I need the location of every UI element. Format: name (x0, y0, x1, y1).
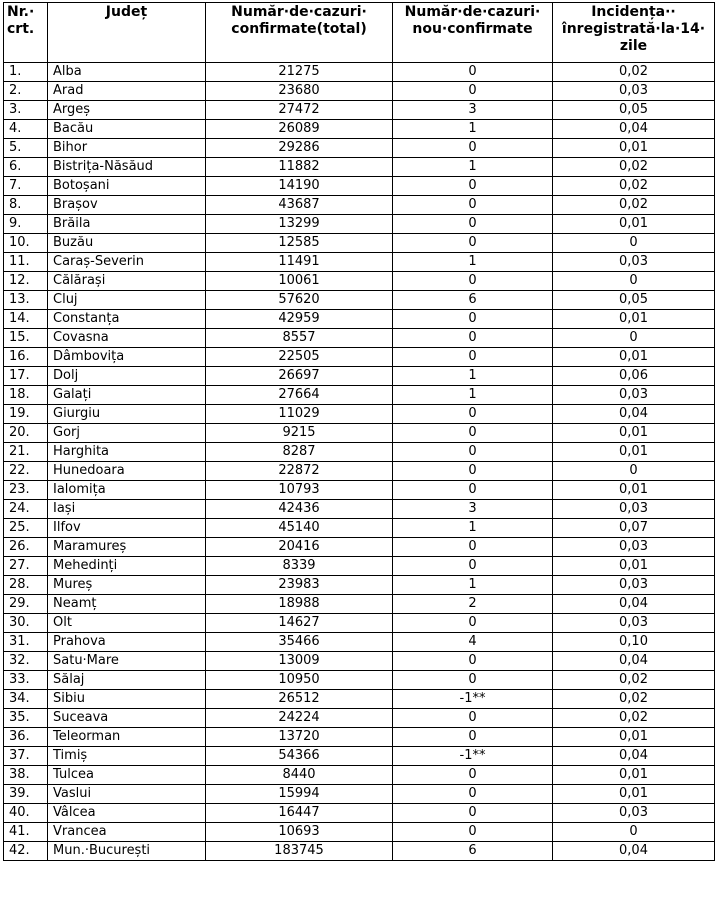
county-name: Vâlcea (48, 804, 206, 823)
new-cases: -1** (393, 747, 553, 766)
county-name: Iași (48, 500, 206, 519)
row-number: 2. (4, 82, 48, 101)
total-cases: 57620 (206, 291, 393, 310)
new-cases: 0 (393, 405, 553, 424)
total-cases: 23983 (206, 576, 393, 595)
total-cases: 42959 (206, 310, 393, 329)
row-number: 33. (4, 671, 48, 690)
table-row (4, 443, 715, 462)
table-row (4, 671, 715, 690)
header-row (4, 3, 715, 63)
table-row (4, 215, 715, 234)
table-body (4, 63, 715, 861)
row-number: 18. (4, 386, 48, 405)
table-row (4, 348, 715, 367)
table-row (4, 367, 715, 386)
county-name: Constanța (48, 310, 206, 329)
total-cases: 10793 (206, 481, 393, 500)
new-cases: 2 (393, 595, 553, 614)
new-cases: 0 (393, 234, 553, 253)
row-number: 27. (4, 557, 48, 576)
total-cases: 26697 (206, 367, 393, 386)
total-cases: 14190 (206, 177, 393, 196)
incidence-14-days: 0,01 (553, 728, 715, 747)
table-row (4, 766, 715, 785)
total-cases: 24224 (206, 709, 393, 728)
new-cases: 1 (393, 576, 553, 595)
incidence-14-days: 0,02 (553, 158, 715, 177)
row-number: 25. (4, 519, 48, 538)
county-name: Maramureș (48, 538, 206, 557)
row-number: 21. (4, 443, 48, 462)
total-cases: 12585 (206, 234, 393, 253)
row-number: 12. (4, 272, 48, 291)
incidence-14-days: 0 (553, 272, 715, 291)
total-cases: 35466 (206, 633, 393, 652)
new-cases: 0 (393, 766, 553, 785)
table-row (4, 405, 715, 424)
total-cases: 20416 (206, 538, 393, 557)
total-cases: 26512 (206, 690, 393, 709)
row-number: 16. (4, 348, 48, 367)
incidence-14-days: 0,01 (553, 481, 715, 500)
new-cases: 0 (393, 785, 553, 804)
incidence-14-days: 0,01 (553, 348, 715, 367)
new-cases: 0 (393, 804, 553, 823)
table-row (4, 329, 715, 348)
incidence-14-days: 0,02 (553, 177, 715, 196)
county-name: Neamț (48, 595, 206, 614)
incidence-14-days: 0,04 (553, 842, 715, 861)
new-cases: 1 (393, 386, 553, 405)
incidence-14-days: 0,01 (553, 139, 715, 158)
table-row (4, 177, 715, 196)
county-name: Vaslui (48, 785, 206, 804)
table-row (4, 709, 715, 728)
table-row (4, 234, 715, 253)
row-number: 10. (4, 234, 48, 253)
table-row (4, 82, 715, 101)
table-row (4, 291, 715, 310)
row-number: 26. (4, 538, 48, 557)
incidence-14-days: 0,02 (553, 709, 715, 728)
row-number: 24. (4, 500, 48, 519)
county-name: Vrancea (48, 823, 206, 842)
county-name: Alba (48, 63, 206, 82)
table-row (4, 120, 715, 139)
total-cases: 22505 (206, 348, 393, 367)
table-row (4, 823, 715, 842)
new-cases: 0 (393, 82, 553, 101)
total-cases: 10061 (206, 272, 393, 291)
new-cases: 0 (393, 709, 553, 728)
table-row (4, 538, 715, 557)
incidence-14-days: 0 (553, 234, 715, 253)
row-number: 28. (4, 576, 48, 595)
new-cases: -1** (393, 690, 553, 709)
county-name: Olt (48, 614, 206, 633)
row-number: 36. (4, 728, 48, 747)
new-cases: 6 (393, 291, 553, 310)
incidence-14-days: 0 (553, 329, 715, 348)
incidence-14-days: 0,02 (553, 671, 715, 690)
row-number: 32. (4, 652, 48, 671)
county-name: Cluj (48, 291, 206, 310)
row-number: 38. (4, 766, 48, 785)
county-name: Suceava (48, 709, 206, 728)
total-cases: 43687 (206, 196, 393, 215)
new-cases: 1 (393, 253, 553, 272)
incidence-14-days: 0,04 (553, 595, 715, 614)
new-cases: 0 (393, 329, 553, 348)
incidence-14-days: 0,03 (553, 804, 715, 823)
total-cases: 9215 (206, 424, 393, 443)
total-cases: 11491 (206, 253, 393, 272)
total-cases: 45140 (206, 519, 393, 538)
new-cases: 0 (393, 652, 553, 671)
row-number: 11. (4, 253, 48, 272)
row-number: 7. (4, 177, 48, 196)
incidence-14-days: 0,05 (553, 291, 715, 310)
new-cases: 1 (393, 519, 553, 538)
header-judet: Județ (48, 3, 206, 63)
row-number: 3. (4, 101, 48, 120)
new-cases: 0 (393, 538, 553, 557)
incidence-14-days: 0,06 (553, 367, 715, 386)
incidence-14-days: 0,04 (553, 120, 715, 139)
county-name: Giurgiu (48, 405, 206, 424)
header-new-cases: Număr·de·cazuri· nou·confirmate (393, 3, 553, 63)
new-cases: 0 (393, 272, 553, 291)
incidence-14-days: 0,01 (553, 766, 715, 785)
total-cases: 13720 (206, 728, 393, 747)
total-cases: 8339 (206, 557, 393, 576)
row-number: 19. (4, 405, 48, 424)
total-cases: 22872 (206, 462, 393, 481)
new-cases: 0 (393, 139, 553, 158)
new-cases: 1 (393, 158, 553, 177)
new-cases: 0 (393, 424, 553, 443)
county-name: Călărași (48, 272, 206, 291)
new-cases: 0 (393, 557, 553, 576)
row-number: 1. (4, 63, 48, 82)
row-number: 17. (4, 367, 48, 386)
new-cases: 4 (393, 633, 553, 652)
row-number: 22. (4, 462, 48, 481)
row-number: 23. (4, 481, 48, 500)
total-cases: 8287 (206, 443, 393, 462)
county-name: Teleorman (48, 728, 206, 747)
new-cases: 0 (393, 728, 553, 747)
new-cases: 0 (393, 63, 553, 82)
county-name: Harghita (48, 443, 206, 462)
county-name: Bacău (48, 120, 206, 139)
total-cases: 8557 (206, 329, 393, 348)
row-number: 4. (4, 120, 48, 139)
total-cases: 27664 (206, 386, 393, 405)
table-row (4, 690, 715, 709)
county-name: Galați (48, 386, 206, 405)
row-number: 34. (4, 690, 48, 709)
header-incidence: Incidența·· înregistrată·la·14· zile (553, 3, 715, 63)
row-number: 8. (4, 196, 48, 215)
new-cases: 1 (393, 120, 553, 139)
table-row (4, 101, 715, 120)
county-name: Caraș-Severin (48, 253, 206, 272)
table-row (4, 462, 715, 481)
new-cases: 0 (393, 481, 553, 500)
incidence-14-days: 0 (553, 823, 715, 842)
covid-county-table-container (3, 2, 714, 861)
table-row (4, 386, 715, 405)
total-cases: 27472 (206, 101, 393, 120)
incidence-14-days: 0,01 (553, 424, 715, 443)
row-number: 6. (4, 158, 48, 177)
total-cases: 10693 (206, 823, 393, 842)
county-name: Arad (48, 82, 206, 101)
incidence-14-days: 0,03 (553, 576, 715, 595)
row-number: 35. (4, 709, 48, 728)
new-cases: 0 (393, 823, 553, 842)
incidence-14-days: 0,04 (553, 405, 715, 424)
table-row (4, 253, 715, 272)
new-cases: 0 (393, 348, 553, 367)
county-name: Brăila (48, 215, 206, 234)
new-cases: 0 (393, 462, 553, 481)
incidence-14-days: 0 (553, 462, 715, 481)
total-cases: 21275 (206, 63, 393, 82)
table-row (4, 557, 715, 576)
table-row (4, 633, 715, 652)
incidence-14-days: 0,01 (553, 557, 715, 576)
row-number: 13. (4, 291, 48, 310)
incidence-14-days: 0,03 (553, 386, 715, 405)
incidence-14-days: 0,04 (553, 747, 715, 766)
table-row (4, 595, 715, 614)
table-row (4, 804, 715, 823)
total-cases: 11882 (206, 158, 393, 177)
total-cases: 10950 (206, 671, 393, 690)
new-cases: 3 (393, 101, 553, 120)
county-name: Buzău (48, 234, 206, 253)
new-cases: 0 (393, 310, 553, 329)
county-name: Sibiu (48, 690, 206, 709)
county-name: Sălaj (48, 671, 206, 690)
table-row (4, 272, 715, 291)
new-cases: 0 (393, 614, 553, 633)
county-name: Covasna (48, 329, 206, 348)
new-cases: 0 (393, 177, 553, 196)
county-name: Mehedinți (48, 557, 206, 576)
table-row (4, 158, 715, 177)
incidence-14-days: 0,01 (553, 215, 715, 234)
total-cases: 15994 (206, 785, 393, 804)
row-number: 40. (4, 804, 48, 823)
county-name: Mureș (48, 576, 206, 595)
incidence-14-days: 0,07 (553, 519, 715, 538)
incidence-14-days: 0,01 (553, 785, 715, 804)
county-name: Botoșani (48, 177, 206, 196)
table-row (4, 196, 715, 215)
county-name: Brașov (48, 196, 206, 215)
total-cases: 26089 (206, 120, 393, 139)
new-cases: 0 (393, 671, 553, 690)
incidence-14-days: 0,02 (553, 63, 715, 82)
county-name: Bihor (48, 139, 206, 158)
new-cases: 0 (393, 215, 553, 234)
table-row (4, 747, 715, 766)
total-cases: 29286 (206, 139, 393, 158)
table-row (4, 614, 715, 633)
row-number: 29. (4, 595, 48, 614)
county-name: Dâmbovița (48, 348, 206, 367)
total-cases: 18988 (206, 595, 393, 614)
county-name: Hunedoara (48, 462, 206, 481)
incidence-14-days: 0,03 (553, 538, 715, 557)
incidence-14-days: 0,03 (553, 614, 715, 633)
table-row (4, 652, 715, 671)
total-cases: 14627 (206, 614, 393, 633)
incidence-14-days: 0,03 (553, 253, 715, 272)
row-number: 41. (4, 823, 48, 842)
total-cases: 16447 (206, 804, 393, 823)
table-row (4, 785, 715, 804)
total-cases: 11029 (206, 405, 393, 424)
county-name: Prahova (48, 633, 206, 652)
total-cases: 23680 (206, 82, 393, 101)
row-number: 9. (4, 215, 48, 234)
row-number: 30. (4, 614, 48, 633)
header-nr: Nr.· crt. (4, 3, 48, 63)
county-name: Ilfov (48, 519, 206, 538)
county-name: Satu·Mare (48, 652, 206, 671)
total-cases: 54366 (206, 747, 393, 766)
incidence-14-days: 0,02 (553, 690, 715, 709)
county-name: Ialomița (48, 481, 206, 500)
table-row (4, 481, 715, 500)
county-name: Argeș (48, 101, 206, 120)
row-number: 15. (4, 329, 48, 348)
incidence-14-days: 0,01 (553, 443, 715, 462)
incidence-14-days: 0,02 (553, 196, 715, 215)
total-cases: 42436 (206, 500, 393, 519)
new-cases: 6 (393, 842, 553, 861)
incidence-14-days: 0,04 (553, 652, 715, 671)
total-cases: 13299 (206, 215, 393, 234)
new-cases: 0 (393, 196, 553, 215)
incidence-14-days: 0,03 (553, 500, 715, 519)
incidence-14-days: 0,05 (553, 101, 715, 120)
header-total-cases: Număr·de·cazuri· confirmate(total) (206, 3, 393, 63)
table-row (4, 842, 715, 861)
row-number: 20. (4, 424, 48, 443)
new-cases: 0 (393, 443, 553, 462)
county-name: Bistrița-Năsăud (48, 158, 206, 177)
incidence-14-days: 0,01 (553, 310, 715, 329)
total-cases: 13009 (206, 652, 393, 671)
new-cases: 1 (393, 367, 553, 386)
table-row (4, 424, 715, 443)
county-name: Dolj (48, 367, 206, 386)
row-number: 31. (4, 633, 48, 652)
total-cases: 183745 (206, 842, 393, 861)
table-row (4, 310, 715, 329)
row-number: 37. (4, 747, 48, 766)
new-cases: 3 (393, 500, 553, 519)
row-number: 42. (4, 842, 48, 861)
county-name: Gorj (48, 424, 206, 443)
total-cases: 8440 (206, 766, 393, 785)
table-row (4, 139, 715, 158)
incidence-14-days: 0,10 (553, 633, 715, 652)
table-row (4, 63, 715, 82)
table-row (4, 576, 715, 595)
table-row (4, 728, 715, 747)
row-number: 5. (4, 139, 48, 158)
table-row (4, 519, 715, 538)
covid-county-table (3, 2, 715, 861)
table-row (4, 500, 715, 519)
county-name: Tulcea (48, 766, 206, 785)
row-number: 39. (4, 785, 48, 804)
county-name: Mun.·București (48, 842, 206, 861)
row-number: 14. (4, 310, 48, 329)
incidence-14-days: 0,03 (553, 82, 715, 101)
county-name: Timiș (48, 747, 206, 766)
